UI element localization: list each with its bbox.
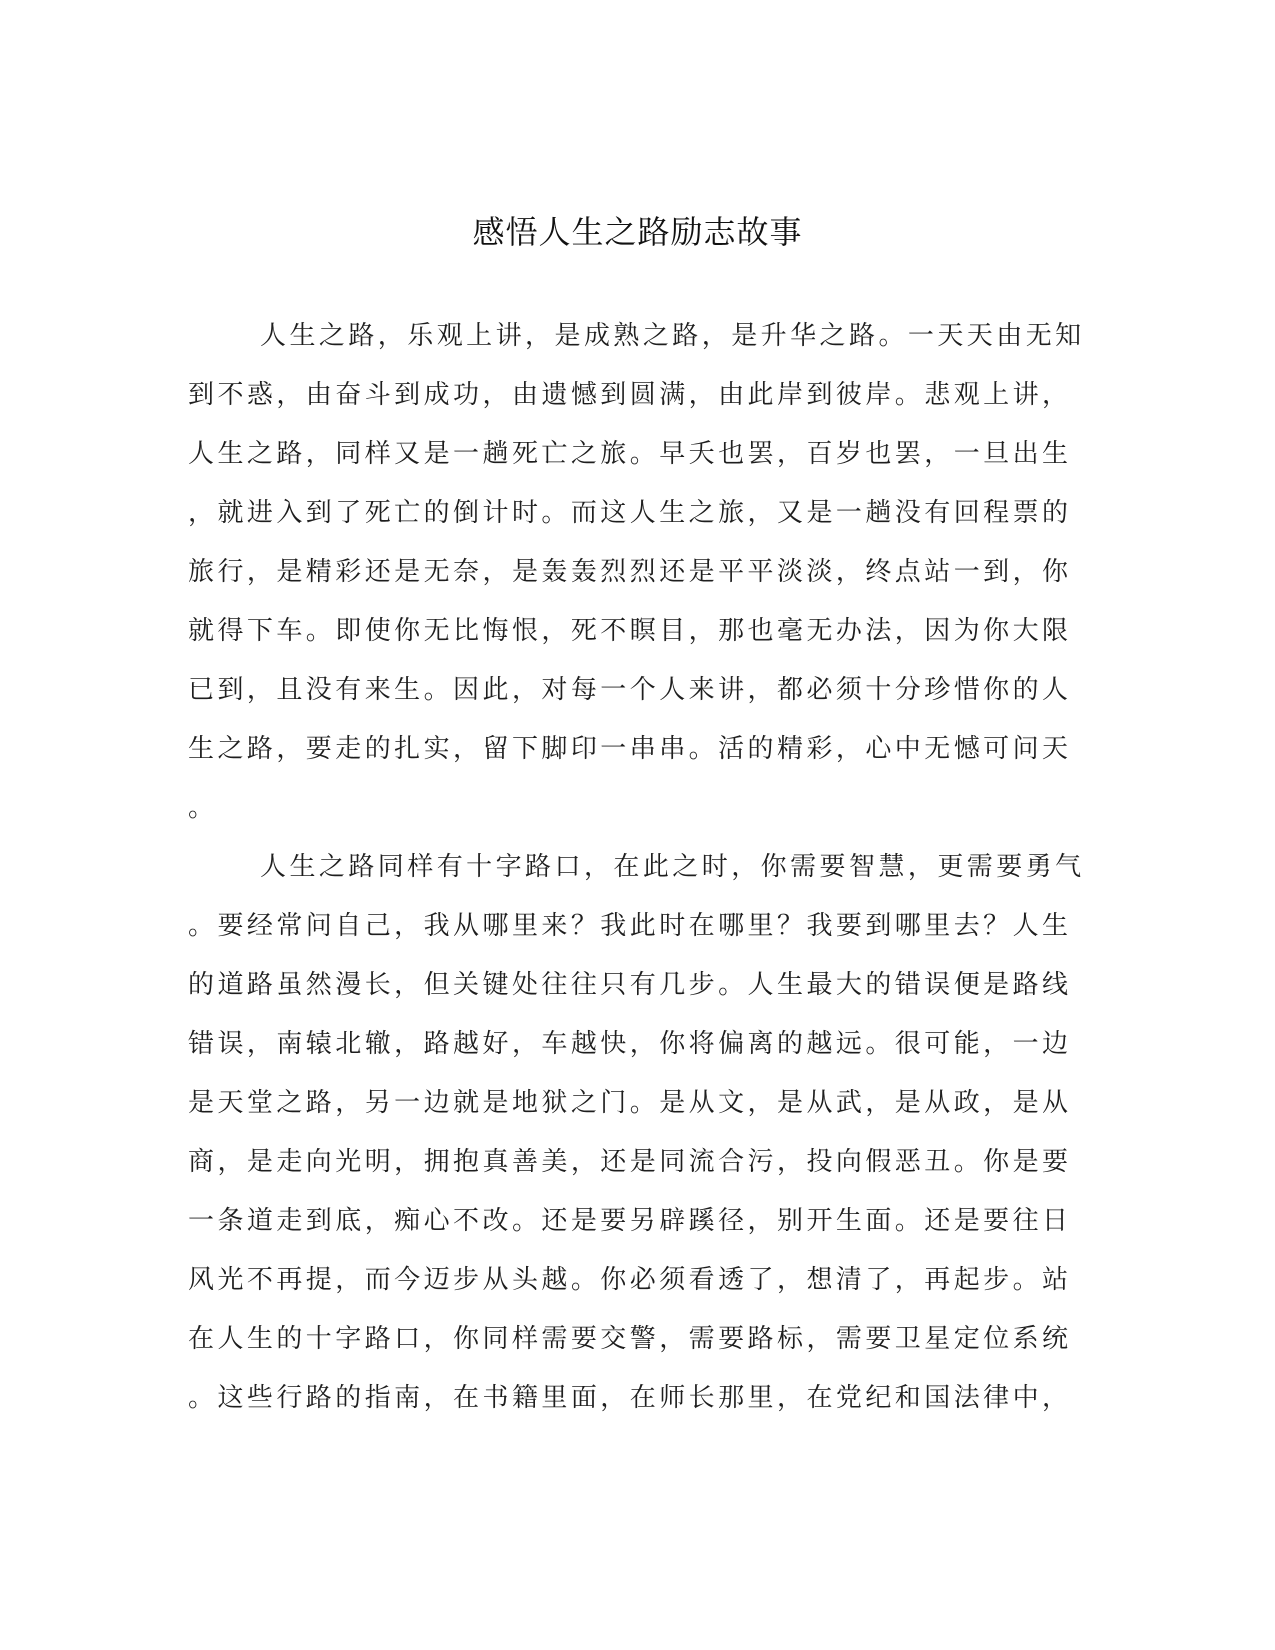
paragraph-line: 。要经常问自己，我从哪里来？我此时在哪里？我要到哪里去？人生 <box>188 911 1072 941</box>
paragraph-line: 错误，南辕北辙，路越好，车越快，你将偏离的越远。很可能，一边 <box>188 1029 1072 1059</box>
paragraph-line: 在人生的十字路口，你同样需要交警，需要路标，需要卫星定位系统 <box>188 1324 1072 1354</box>
paragraph-line: 人生之路，乐观上讲，是成熟之路，是升华之路。一天天由无知 <box>260 321 1085 351</box>
paragraph-line: 人生之路同样有十字路口，在此之时，你需要智慧，更需要勇气 <box>260 852 1085 882</box>
paragraph-line: 风光不再提，而今迈步从头越。你必须看透了，想清了，再起步。站 <box>188 1265 1072 1295</box>
paragraph-line: 一条道走到底，痴心不改。还是要另辟蹊径，别开生面。还是要往日 <box>188 1206 1072 1236</box>
paragraph-line: 是天堂之路，另一边就是地狱之门。是从文，是从武，是从政，是从 <box>188 1088 1072 1118</box>
paragraph-line: 。 <box>188 793 218 823</box>
paragraph-line: 的道路虽然漫长，但关键处往往只有几步。人生最大的错误便是路线 <box>188 970 1072 1000</box>
paragraph-line: ，就进入到了死亡的倒计时。而这人生之旅，又是一趟没有回程票的 <box>188 498 1072 528</box>
paragraph-line: 人生之路，同样又是一趟死亡之旅。早夭也罢，百岁也罢，一旦出生 <box>188 439 1072 469</box>
paragraph-line: 商，是走向光明，拥抱真善美，还是同流合污，投向假恶丑。你是要 <box>188 1147 1072 1177</box>
paragraph-line: 到不惑，由奋斗到成功，由遗憾到圆满，由此岸到彼岸。悲观上讲， <box>188 380 1072 410</box>
document-title: 感悟人生之路励志故事 <box>472 213 803 251</box>
paragraph-line: 生之路，要走的扎实，留下脚印一串串。活的精彩，心中无憾可问天 <box>188 734 1072 764</box>
paragraph-line: 。这些行路的指南，在书籍里面，在师长那里，在党纪和国法律中， <box>188 1383 1072 1413</box>
paragraph-line: 已到，且没有来生。因此，对每一个人来讲，都必须十分珍惜你的人 <box>188 675 1072 705</box>
paragraph-line: 旅行，是精彩还是无奈，是轰轰烈烈还是平平淡淡，终点站一到，你 <box>188 557 1072 587</box>
paragraph-line: 就得下车。即使你无比悔恨，死不瞑目，那也毫无办法，因为你大限 <box>188 616 1072 646</box>
